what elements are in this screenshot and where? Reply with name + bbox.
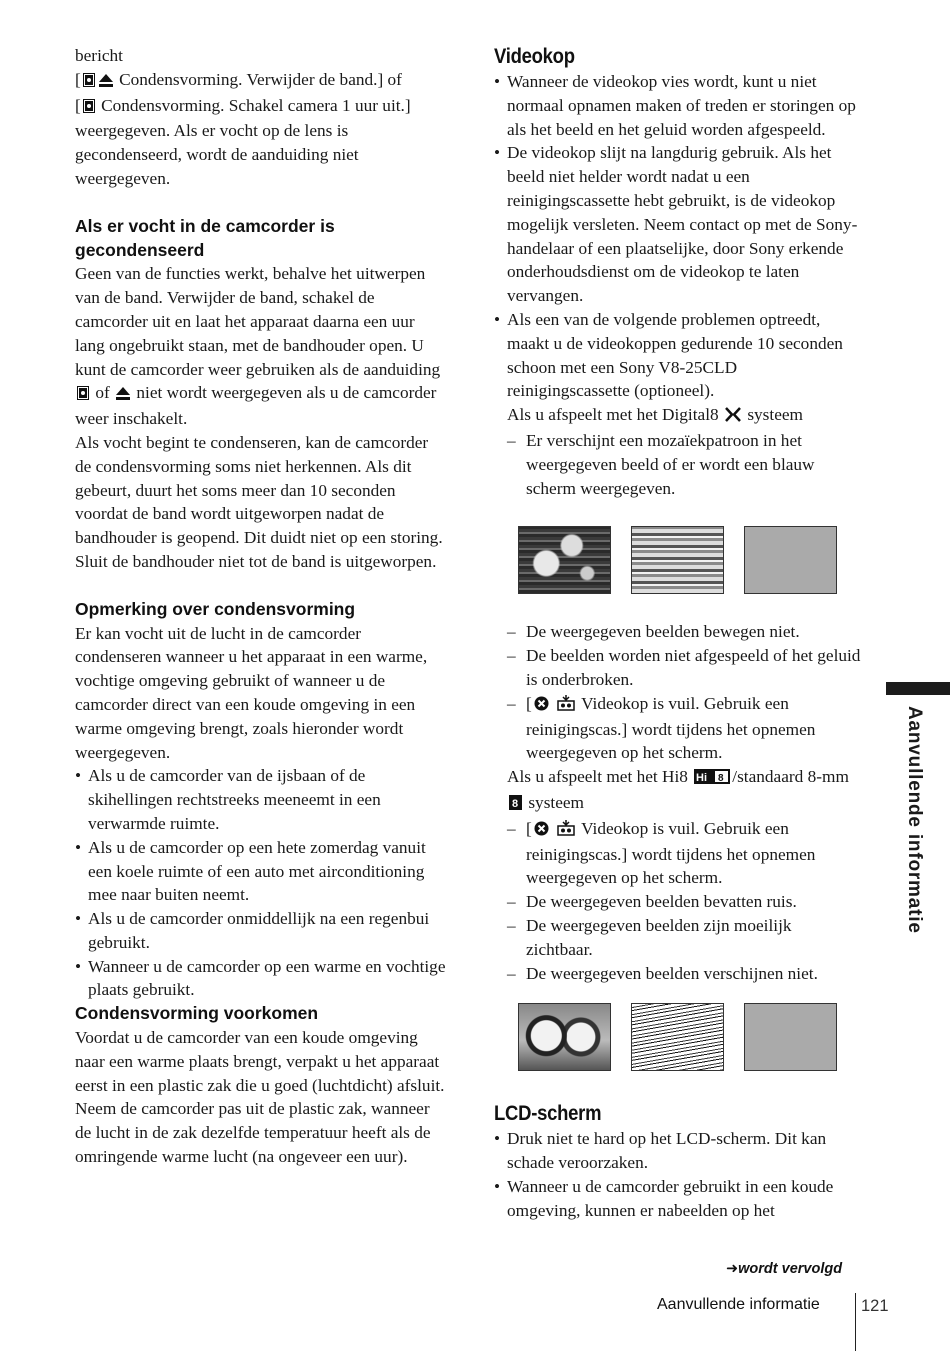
arrow-right-icon: ➜ (726, 1261, 739, 1277)
svg-text:8: 8 (512, 797, 519, 810)
warning-x-icon (534, 819, 549, 843)
section-tab-label: Aanvullende informatie (904, 706, 925, 934)
blank-screen-image (744, 1003, 837, 1071)
list-item: • Wanneer u de camcorder op een warme en vochtige plaats gebruikt. (75, 955, 447, 1003)
hi8-line: Als u afspeelt met het Hi8 Hi 8 /standaard 8-mm 8 systeem (494, 765, 862, 817)
blank-screen-image (744, 526, 837, 594)
continued-note: ➜wordt vervolgd (726, 1261, 843, 1277)
left-column (75, 44, 447, 1169)
intro-paragraph: bericht [ Condensvorming. Verwijder de band.] of [ Condensvorming. Schakel camera 1 uur uit.] weergegeven. Als er vocht op de lens is gecondenseerd, wordt de aanduiding niet weergegeven. (75, 46, 411, 188)
condensation-icon (77, 383, 89, 407)
bullet-list (75, 764, 447, 1002)
dash-list (494, 817, 862, 986)
static-noise-image (631, 1003, 724, 1071)
mosaic-image (631, 526, 724, 594)
heading-videokop: Videokop (494, 45, 575, 68)
warning-x-icon (534, 694, 549, 718)
eject-icon (99, 70, 113, 94)
cleaning-cassette-icon (557, 694, 575, 718)
cleaning-cassette-icon (557, 819, 575, 843)
svg-text:8: 8 (718, 773, 724, 785)
eject-icon (116, 383, 130, 407)
section-paragraph: Voordat u de camcorder van een koude omgeving naar een warme plaats brengt, verpakt u het apparaat eerst in een plastic zak die u goed (luchtdicht) afsluit. Neem de camcorder pas uit de plastic zak, wanneer de lucht in de zak dezelfde temperatuur heeft als de omringende warme lucht (na ongeveer een uur). (75, 1028, 445, 1167)
list-item: – De weergegeven beelden bevatten ruis. (494, 890, 862, 914)
list-item: • Als u de camcorder onmiddellijk na een regenbui gebruikt. (75, 907, 447, 955)
list-item: • Wanneer de videokop vies wordt, kunt u niet normaal opnamen maken of treden er storingen op als het beeld en het geluid worden afgespeeld. (494, 70, 862, 141)
section-tab-bar (886, 682, 950, 695)
digital8-line: Als u afspeelt met het Digital8 systeem (494, 403, 862, 429)
dash-list (494, 620, 862, 765)
children-photo-image (518, 1003, 611, 1071)
section-paragraph: Als vocht begint te condenseren, kan de camcorder de condensvorming soms niet herkennen. Als dit gebeurt, duurt het soms meer dan 10 seconden voordat de band wordt uitgeworpen nadat de bandhouder is geopend. Dit duidt niet op een storing. Sluit de bandhouder niet tot de band is uitgeworpen. (75, 432, 443, 571)
list-item: • Wanneer u de camcorder gebruikt in een koude omgeving, kunnen er nabeelden op het (494, 1175, 862, 1223)
condensation-icon (83, 96, 95, 120)
list-item: • Als u de camcorder op een hete zomerdag vanuit een koele ruimte of een auto met airconditioning mee naar buiten neemt. (75, 836, 447, 907)
list-item: – Er verschijnt een mozaïekpatroon in het weergegeven beeld of er wordt een blauw scherm weergegeven. (494, 429, 862, 500)
standard8-logo-icon (509, 793, 522, 817)
list-item: – De beelden worden niet afgespeeld of het geluid is onderbroken. (494, 644, 862, 692)
hi8-logo-icon (694, 767, 730, 791)
digital8-logo-icon (725, 405, 741, 429)
section-paragraph: Er kan vocht uit de lucht in de camcorder condenseren wanneer u het apparaat in een warme, vochtige omgeving gebruikt of wanneer u de camcorder direct van een koude omgeving in een warme omgeving brengt, zoals hieronder wordt weergegeven. (75, 623, 428, 762)
bullet-list (494, 70, 862, 403)
condensation-icon (83, 70, 95, 94)
footer-section-label: Aanvullende informatie (657, 1296, 820, 1313)
page-number: 121 (861, 1297, 889, 1315)
list-item: – De weergegeven beelden bewegen niet. (494, 620, 862, 644)
list-item: – [ Videokop is vuil. Gebruik een reinigingscas.] wordt tijdens het opnemen weergegeven op het scherm. (494, 692, 862, 765)
list-item: – De weergegeven beelden zijn moeilijk zichtbaar. (494, 914, 862, 962)
mosaic-image (518, 526, 611, 594)
dash-list (494, 429, 862, 500)
list-item: • De videokop slijt na langdurig gebruik. Als het beeld niet helder wordt nadat u een reinigingscassette hebt gebruikt, is de videokop mogelijk versleten. Neem contact op met de Sony-handelaar of een plaatselijke, door Sony erkende onderhoudsdienst om de videokop te laten vervangen. (494, 141, 862, 308)
image-row-digital8 (518, 526, 862, 594)
heading-lcd: LCD-scherm (494, 1102, 602, 1126)
list-item: • Druk niet te hard op het LCD-scherm. Dit kan schade veroorzaken. (494, 1127, 862, 1175)
section-heading-condensed: Als er vocht in de camcorder is gecondenseerd (75, 215, 335, 260)
section-heading-prevent: Condensvorming voorkomen (75, 1003, 319, 1024)
svg-text:Hi: Hi (696, 772, 708, 785)
section-heading-note: Opmerking over condensvorming (75, 598, 356, 619)
footer-divider (855, 1293, 856, 1351)
list-item: • Als u de camcorder van de ijsbaan of de skihellingen rechtstreeks meeneemt in een verwarmde ruimte. (75, 764, 447, 835)
image-row-hi8 (518, 1003, 862, 1071)
section-paragraph: Geen van de functies werkt, behalve het uitwerpen van de band. Verwijder de band, schakel de camcorder uit en laat het apparaat daarna een uur lang ongebruikt staan, met de bandhouder open. U kunt de camcorder weer gebruiken als de aanduiding of niet wordt weergegeven als u de camcorder weer inschakelt. (75, 264, 441, 429)
right-column (494, 44, 862, 1222)
bullet-list (494, 1127, 862, 1222)
list-item: – De weergegeven beelden verschijnen niet. (494, 962, 862, 986)
list-item: • Als een van de volgende problemen optreedt, maakt u de videokoppen gedurende 10 seconden schoon met een Sony V8-25CLD reinigingscassette (optioneel). (494, 308, 862, 403)
list-item: – [ Videokop is vuil. Gebruik een reinigingscas.] wordt tijdens het opnemen weergegeven op het scherm. (494, 817, 862, 890)
